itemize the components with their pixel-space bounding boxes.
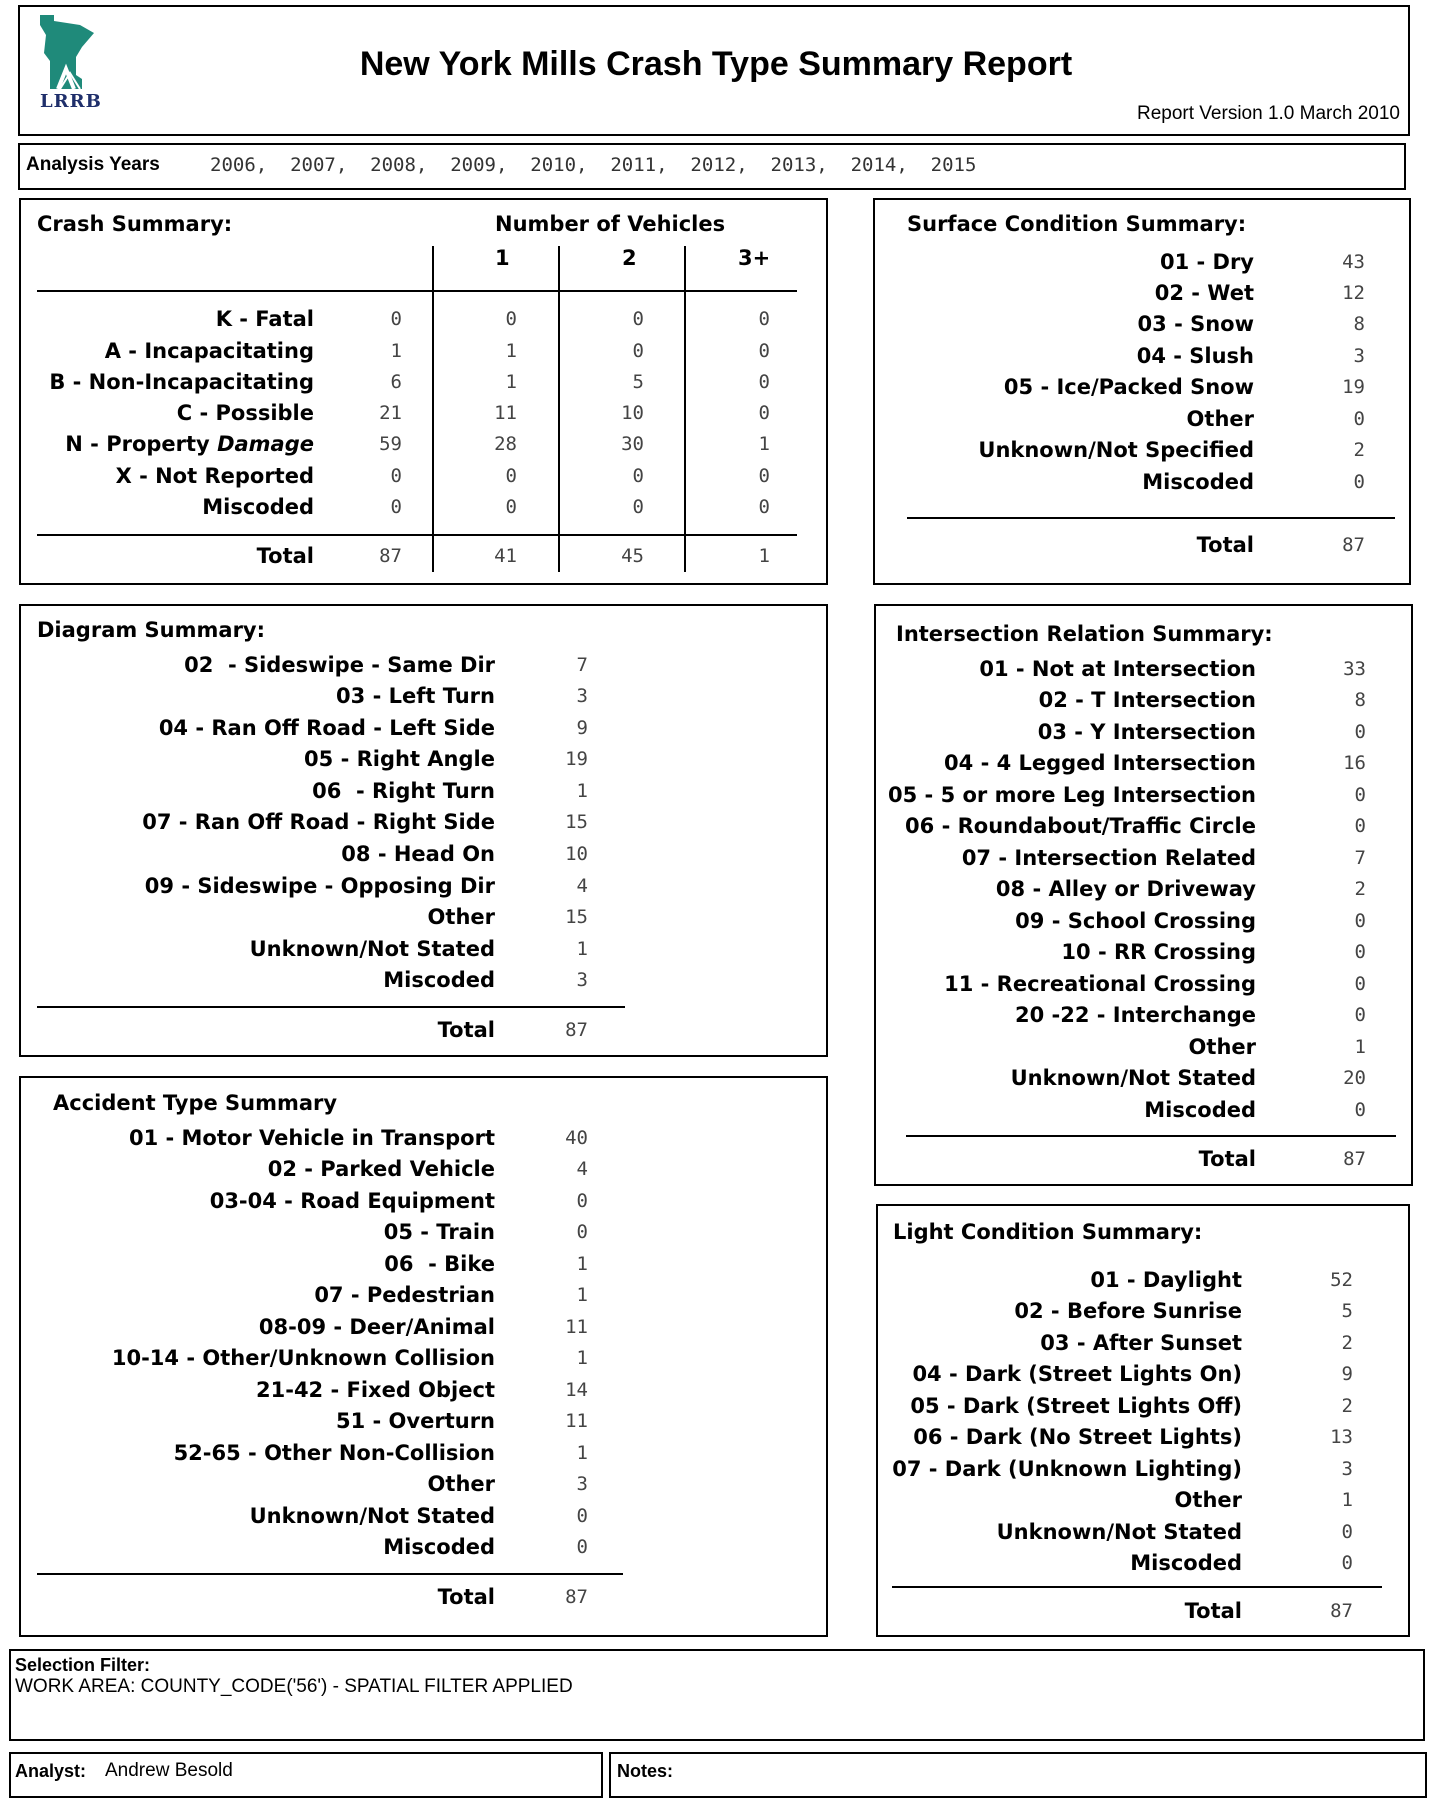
row-value: 12 xyxy=(1342,282,1365,304)
crash-summary-panel xyxy=(19,198,828,585)
row-v2: 0 xyxy=(632,340,644,362)
row-value: 8 xyxy=(1354,689,1366,711)
row-value: 52 xyxy=(1330,1269,1353,1291)
row-value: 0 xyxy=(1354,973,1366,995)
row-label: Other xyxy=(427,1472,495,1496)
row-v3: 0 xyxy=(758,340,770,362)
row-v2: 5 xyxy=(632,371,644,393)
row-v2: 0 xyxy=(632,496,644,518)
row-total: 59 xyxy=(379,433,402,455)
row-total: 21 xyxy=(379,402,402,424)
row-v1: 1 xyxy=(505,371,517,393)
row-label: 06 - Bike xyxy=(384,1252,495,1276)
col-header-3plus: 3+ xyxy=(738,246,771,270)
analysis-years-bar xyxy=(18,143,1406,190)
row-label: Miscoded xyxy=(1144,1098,1256,1122)
col-divider xyxy=(684,246,686,572)
row-value: 1 xyxy=(576,1284,588,1306)
row-label: 04 - 4 Legged Intersection xyxy=(944,751,1256,775)
row-v3: 1 xyxy=(758,433,770,455)
row-value: 0 xyxy=(576,1505,588,1527)
row-value: 19 xyxy=(565,748,588,770)
row-value: 1 xyxy=(576,1253,588,1275)
row-label: 05 - Dark (Street Lights Off) xyxy=(910,1394,1242,1418)
row-value: 8 xyxy=(1353,313,1365,335)
total-label: Total xyxy=(437,1018,495,1042)
row-total: 0 xyxy=(390,496,402,518)
row-label: C - Possible xyxy=(176,401,314,425)
total-v1: 41 xyxy=(494,545,517,567)
row-label: 02 - Before Sunrise xyxy=(1014,1299,1242,1323)
analyst-box xyxy=(9,1752,603,1798)
row-label: Unknown/Not Stated xyxy=(1010,1066,1256,1090)
total-v2: 45 xyxy=(621,545,644,567)
row-label: 05 - Ice/Packed Snow xyxy=(1003,375,1254,399)
selection-filter-text: WORK AREA: COUNTY_CODE('56') - SPATIAL FILTER APPLIED xyxy=(15,1676,573,1697)
total-rule xyxy=(907,517,1395,519)
row-label: Miscoded xyxy=(202,495,314,519)
logo-text: LRRB xyxy=(40,91,102,112)
row-v1: 1 xyxy=(505,340,517,362)
row-v3: 0 xyxy=(758,496,770,518)
row-value: 7 xyxy=(1354,847,1366,869)
row-value: 0 xyxy=(1341,1552,1353,1574)
row-label: 07 - Dark (Unknown Lighting) xyxy=(892,1457,1242,1481)
row-value: 1 xyxy=(576,938,588,960)
total-rule xyxy=(906,1135,1396,1137)
row-label: Other xyxy=(1174,1488,1242,1512)
row-value: 0 xyxy=(1354,815,1366,837)
row-v1: 0 xyxy=(505,308,517,330)
selection-filter-box xyxy=(9,1649,1425,1741)
total-label: Total xyxy=(1184,1599,1242,1623)
row-value: 1 xyxy=(1341,1489,1353,1511)
row-label: Miscoded xyxy=(1130,1551,1242,1575)
row-v3: 0 xyxy=(758,465,770,487)
row-value: 0 xyxy=(1354,1099,1366,1121)
row-label: 05 - Right Angle xyxy=(304,747,495,771)
row-label: Miscoded xyxy=(1142,470,1254,494)
total-value: 87 xyxy=(565,1586,588,1608)
row-label: 06 - Roundabout/Traffic Circle xyxy=(905,814,1256,838)
row-v2: 0 xyxy=(632,308,644,330)
row-label: 03 - After Sunset xyxy=(1040,1331,1242,1355)
col-divider xyxy=(558,246,560,572)
row-label: 04 - Ran Off Road - Left Side xyxy=(158,716,495,740)
row-label: 52-65 - Other Non-Collision xyxy=(173,1441,495,1465)
row-label: 03 - Y Intersection xyxy=(1037,720,1256,744)
row-label: A - Incapacitating xyxy=(104,339,314,363)
row-value: 0 xyxy=(1341,1521,1353,1543)
row-value: 0 xyxy=(1353,408,1365,430)
row-label: 08-09 - Deer/Animal xyxy=(258,1315,495,1339)
row-label: 02 - Wet xyxy=(1154,281,1254,305)
row-label: 07 - Intersection Related xyxy=(961,846,1256,870)
col-header-2: 2 xyxy=(622,246,637,270)
row-value: 3 xyxy=(576,685,588,707)
row-value: 0 xyxy=(1354,784,1366,806)
total-rule xyxy=(37,1573,623,1575)
row-value: 5 xyxy=(1341,1300,1353,1322)
analysis-years-label: Analysis Years xyxy=(26,154,160,175)
row-value: 9 xyxy=(576,717,588,739)
total-v3: 1 xyxy=(758,545,770,567)
total-rule xyxy=(37,534,797,536)
row-v2: 10 xyxy=(621,402,644,424)
row-label: 05 - 5 or more Leg Intersection xyxy=(888,783,1256,807)
row-value: 4 xyxy=(576,875,588,897)
notes-box xyxy=(609,1752,1427,1798)
row-value: 0 xyxy=(1354,1004,1366,1026)
total-label: Total xyxy=(437,1585,495,1609)
row-label: 02 - Sideswipe - Same Dir xyxy=(184,653,495,677)
analyst-label: Analyst: xyxy=(15,1761,87,1781)
row-value: 3 xyxy=(1341,1458,1353,1480)
row-label: Unknown/Not Stated xyxy=(249,937,495,961)
row-label: 51 - Overturn xyxy=(336,1409,495,1433)
total-value: 87 xyxy=(379,545,402,567)
row-label: 09 - School Crossing xyxy=(1015,909,1256,933)
selection-filter-label: Selection Filter: xyxy=(15,1655,151,1675)
row-label: 04 - Dark (Street Lights On) xyxy=(912,1362,1242,1386)
row-value: 10 xyxy=(565,843,588,865)
row-value: 43 xyxy=(1342,251,1365,273)
row-value: 11 xyxy=(565,1316,588,1338)
row-value: 14 xyxy=(565,1379,588,1401)
row-total: 0 xyxy=(390,308,402,330)
row-label: 07 - Pedestrian xyxy=(314,1283,495,1307)
row-value: 20 xyxy=(1343,1067,1366,1089)
row-value: 0 xyxy=(576,1536,588,1558)
row-label: Other xyxy=(1186,407,1254,431)
row-value: 15 xyxy=(565,811,588,833)
accident-type-panel xyxy=(19,1076,828,1637)
total-value: 87 xyxy=(1330,1600,1353,1622)
row-label: 08 - Alley or Driveway xyxy=(995,877,1256,901)
accident-type-title: Accident Type Summary xyxy=(53,1091,338,1115)
page-title: New York Mills Crash Type Summary Report xyxy=(359,45,1073,83)
row-label: 05 - Train xyxy=(383,1220,495,1244)
row-value: 40 xyxy=(565,1127,588,1149)
row-value: 0 xyxy=(1354,910,1366,932)
row-label: 08 - Head On xyxy=(341,842,495,866)
row-value: 1 xyxy=(576,1347,588,1369)
row-label: Other xyxy=(1188,1035,1256,1059)
row-label: 01 - Daylight xyxy=(1090,1268,1242,1292)
row-value: 0 xyxy=(1353,471,1365,493)
row-value: 0 xyxy=(1354,721,1366,743)
row-label: 10-14 - Other/Unknown Collision xyxy=(111,1346,495,1370)
row-value: 33 xyxy=(1343,658,1366,680)
intersection-relation-title: Intersection Relation Summary: xyxy=(896,622,1273,646)
row-label-italic: Damage xyxy=(217,432,314,456)
row-label: 04 - Slush xyxy=(1136,344,1254,368)
light-condition-title: Light Condition Summary: xyxy=(893,1220,1203,1244)
row-value: 2 xyxy=(1354,878,1366,900)
total-value: 87 xyxy=(1342,534,1365,556)
col-divider xyxy=(432,246,434,572)
row-label: Other xyxy=(427,905,495,929)
row-label: 01 - Dry xyxy=(1159,250,1254,274)
row-label: 03-04 - Road Equipment xyxy=(209,1189,495,1213)
row-value: 0 xyxy=(576,1221,588,1243)
row-value: 7 xyxy=(576,654,588,676)
report-header xyxy=(18,5,1410,136)
col-header-1: 1 xyxy=(495,246,510,270)
row-value: 19 xyxy=(1342,376,1365,398)
row-label: 21-42 - Fixed Object xyxy=(256,1378,495,1402)
row-label: Miscoded xyxy=(383,968,495,992)
row-label: Unknown/Not Specified xyxy=(978,438,1254,462)
total-value: 87 xyxy=(565,1019,588,1041)
notes-label: Notes: xyxy=(617,1761,674,1781)
row-value: 3 xyxy=(1353,345,1365,367)
row-label: 20 -22 - Interchange xyxy=(1014,1003,1256,1027)
row-label: 07 - Ran Off Road - Right Side xyxy=(142,810,495,834)
row-value: 2 xyxy=(1341,1395,1353,1417)
row-value: 15 xyxy=(565,906,588,928)
diagram-summary-panel xyxy=(19,604,828,1057)
total-label: Total xyxy=(1198,1147,1256,1171)
row-v1: 11 xyxy=(494,402,517,424)
row-v2: 0 xyxy=(632,465,644,487)
row-v3: 0 xyxy=(758,402,770,424)
row-label: 06 - Right Turn xyxy=(312,779,495,803)
row-value: 1 xyxy=(576,1442,588,1464)
row-value: 1 xyxy=(1354,1036,1366,1058)
row-v1: 0 xyxy=(505,496,517,518)
row-v1: 28 xyxy=(494,433,517,455)
row-label: 11 - Recreational Crossing xyxy=(944,972,1256,996)
row-total: 1 xyxy=(390,340,402,362)
row-value: 9 xyxy=(1341,1363,1353,1385)
row-label: 03 - Left Turn xyxy=(336,684,495,708)
analysis-years-value: 2006, 2007, 2008, 2009, 2010, 2011, 2012, 2013, 2014, 2015 xyxy=(210,154,977,176)
row-label: 02 - Parked Vehicle xyxy=(267,1157,495,1181)
row-total: 6 xyxy=(390,371,402,393)
row-label: Unknown/Not Stated xyxy=(249,1504,495,1528)
row-value: 11 xyxy=(565,1410,588,1432)
intersection-relation-panel xyxy=(874,604,1413,1186)
row-label-part: N - Property xyxy=(65,432,218,456)
row-value: 0 xyxy=(1354,941,1366,963)
row-v1: 0 xyxy=(505,465,517,487)
row-value: 3 xyxy=(576,1473,588,1495)
row-label: Miscoded xyxy=(383,1535,495,1559)
crash-summary-title: Crash Summary: xyxy=(37,212,233,236)
row-label: 02 - T Intersection xyxy=(1038,688,1256,712)
row-label: Unknown/Not Stated xyxy=(996,1520,1242,1544)
row-value: 2 xyxy=(1353,439,1365,461)
row-label xyxy=(65,432,314,456)
report-version: Report Version 1.0 March 2010 xyxy=(1137,103,1400,124)
row-value: 3 xyxy=(576,969,588,991)
row-value: 13 xyxy=(1330,1426,1353,1448)
row-label: 06 - Dark (No Street Lights) xyxy=(913,1425,1242,1449)
total-rule xyxy=(892,1586,1382,1588)
row-value: 4 xyxy=(576,1158,588,1180)
row-label: 01 - Not at Intersection xyxy=(979,657,1256,681)
row-label: 01 - Motor Vehicle in Transport xyxy=(128,1126,495,1150)
row-label: X - Not Reported xyxy=(115,464,314,488)
total-label: Total xyxy=(256,544,314,568)
row-label: K - Fatal xyxy=(215,307,314,331)
total-rule xyxy=(37,1006,625,1008)
row-value: 1 xyxy=(576,780,588,802)
total-value: 87 xyxy=(1343,1148,1366,1170)
row-total: 0 xyxy=(390,465,402,487)
total-label: Total xyxy=(1196,533,1254,557)
row-value: 0 xyxy=(576,1190,588,1212)
row-value: 2 xyxy=(1341,1332,1353,1354)
row-label: 03 - Snow xyxy=(1137,312,1254,336)
row-v3: 0 xyxy=(758,308,770,330)
analyst-name: Andrew Besold xyxy=(105,1760,233,1781)
row-value: 16 xyxy=(1343,752,1366,774)
row-v3: 0 xyxy=(758,371,770,393)
row-v2: 30 xyxy=(621,433,644,455)
row-label: 09 - Sideswipe - Opposing Dir xyxy=(144,874,495,898)
header-rule xyxy=(37,290,797,292)
diagram-summary-title: Diagram Summary: xyxy=(37,618,266,642)
surface-condition-panel xyxy=(873,198,1411,585)
vehicles-group-header: Number of Vehicles xyxy=(495,212,726,236)
surface-condition-title: Surface Condition Summary: xyxy=(907,212,1247,236)
light-condition-panel xyxy=(876,1204,1410,1637)
row-label: B - Non-Incapacitating xyxy=(49,370,314,394)
row-label: 10 - RR Crossing xyxy=(1061,940,1256,964)
